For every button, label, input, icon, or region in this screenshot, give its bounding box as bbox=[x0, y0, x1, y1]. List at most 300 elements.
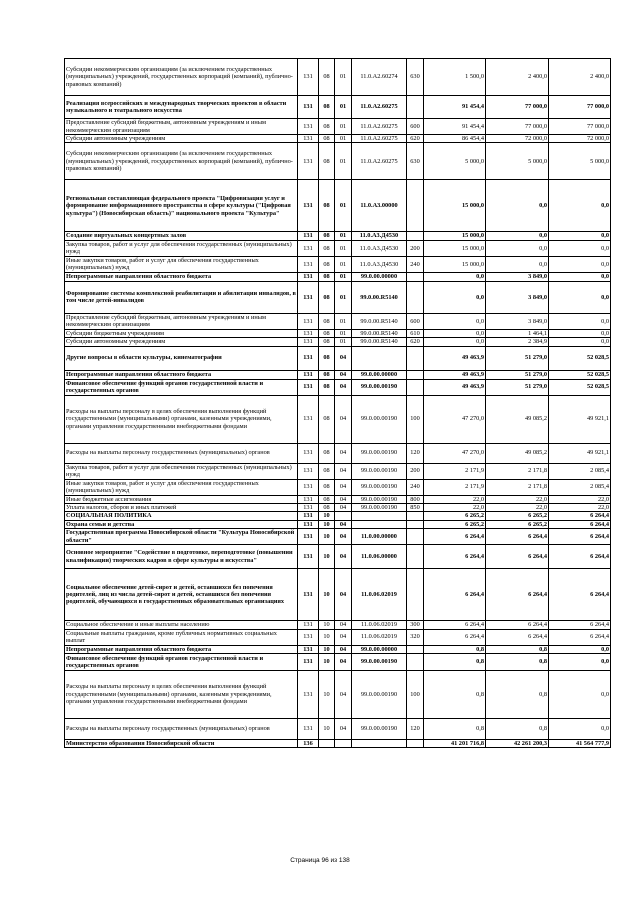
amount-year1: 0,0 bbox=[424, 272, 486, 281]
amount-year3: 77 000,0 bbox=[549, 96, 611, 119]
row-name: Закупка товаров, работ и услуг для обеспечения государственных (муниципальных) нужд bbox=[65, 463, 298, 479]
table-row bbox=[65, 512, 611, 520]
amount-year3: 22,0 bbox=[549, 495, 611, 503]
amount-year2: 0,0 bbox=[486, 240, 549, 256]
amount-year3: 22,0 bbox=[549, 504, 611, 512]
amount-year1: 0,0 bbox=[424, 313, 486, 329]
amount-year2: 6 264,4 bbox=[486, 545, 549, 569]
subsection-code: 04 bbox=[335, 545, 352, 569]
ministry-code: 131 bbox=[298, 671, 319, 719]
row-name: Предоставление субсидий бюджетным, автономным учреждениям и иным некоммерческим организациям bbox=[65, 313, 298, 329]
ministry-code: 131 bbox=[298, 338, 319, 346]
target-article-code: 99.0.00.00000 bbox=[352, 370, 407, 379]
amount-year1: 91 454,4 bbox=[424, 96, 486, 119]
subsection-code: 04 bbox=[335, 520, 352, 528]
subsection-code bbox=[335, 740, 352, 748]
subsection-code: 04 bbox=[335, 654, 352, 671]
table-row bbox=[65, 504, 611, 512]
ministry-code: 131 bbox=[298, 346, 319, 370]
ministry-code: 131 bbox=[298, 232, 319, 240]
subsection-code: 01 bbox=[335, 143, 352, 180]
ministry-code: 131 bbox=[298, 272, 319, 281]
expense-type-code: 100 bbox=[407, 671, 424, 719]
target-article-code: 11.0.A2.60274 bbox=[352, 59, 407, 96]
row-name: Субсидии бюджетным учреждениям bbox=[65, 329, 298, 337]
table-row bbox=[65, 463, 611, 479]
amount-year1: 1 500,0 bbox=[424, 59, 486, 96]
subsection-code: 01 bbox=[335, 135, 352, 143]
amount-year3: 41 564 777,9 bbox=[549, 740, 611, 748]
amount-year1: 2 171,9 bbox=[424, 479, 486, 495]
amount-year3: 72 000,0 bbox=[549, 135, 611, 143]
target-article-code: 11.0.A3.Д4530 bbox=[352, 232, 407, 240]
amount-year1: 0,8 bbox=[424, 654, 486, 671]
target-article-code: 99.0.00.00190 bbox=[352, 719, 407, 740]
target-article-code: 11.0.A2.60275 bbox=[352, 143, 407, 180]
ministry-code: 131 bbox=[298, 370, 319, 379]
amount-year1: 15 000,0 bbox=[424, 232, 486, 240]
table-row bbox=[65, 495, 611, 503]
target-article-code: 11.0.06.02019 bbox=[352, 621, 407, 629]
expense-type-code: 320 bbox=[407, 629, 424, 645]
expense-type-code bbox=[407, 545, 424, 569]
expense-type-code bbox=[407, 272, 424, 281]
amount-year2: 6 265,2 bbox=[486, 512, 549, 520]
expense-type-code: 200 bbox=[407, 240, 424, 256]
section-code: 08 bbox=[319, 256, 335, 272]
ministry-code: 131 bbox=[298, 719, 319, 740]
amount-year1: 49 463,9 bbox=[424, 379, 486, 395]
section-code: 08 bbox=[319, 180, 335, 232]
amount-year2: 6 265,2 bbox=[486, 520, 549, 528]
amount-year3: 0,0 bbox=[549, 645, 611, 653]
row-name: Предоставление субсидий бюджетным, автономным учреждениям и иным некоммерческим организациям bbox=[65, 119, 298, 135]
amount-year3: 6 264,4 bbox=[549, 520, 611, 528]
subsection-code: 01 bbox=[335, 256, 352, 272]
amount-year1: 0,0 bbox=[424, 338, 486, 346]
amount-year2: 22,0 bbox=[486, 495, 549, 503]
amount-year3: 0,0 bbox=[549, 281, 611, 313]
target-article-code: 11.0.06.02019 bbox=[352, 629, 407, 645]
amount-year3: 2 400,0 bbox=[549, 59, 611, 96]
amount-year2: 0,0 bbox=[486, 180, 549, 232]
table-row bbox=[65, 240, 611, 256]
subsection-code: 01 bbox=[335, 240, 352, 256]
subsection-code: 04 bbox=[335, 629, 352, 645]
table-row bbox=[65, 143, 611, 180]
subsection-code: 01 bbox=[335, 338, 352, 346]
amount-year2: 77 000,0 bbox=[486, 119, 549, 135]
amount-year2: 77 000,0 bbox=[486, 96, 549, 119]
page-number: Страница 96 из 138 bbox=[290, 857, 350, 864]
table-row bbox=[65, 338, 611, 346]
target-article-code bbox=[352, 740, 407, 748]
row-name: Непрограммные направления областного бюджета bbox=[65, 370, 298, 379]
subsection-code: 04 bbox=[335, 495, 352, 503]
table-row bbox=[65, 569, 611, 621]
ministry-code: 131 bbox=[298, 240, 319, 256]
table-row bbox=[65, 719, 611, 740]
expense-type-code bbox=[407, 520, 424, 528]
table-row bbox=[65, 545, 611, 569]
table-row bbox=[65, 59, 611, 96]
table-row bbox=[65, 654, 611, 671]
table-row bbox=[65, 379, 611, 395]
ministry-code: 131 bbox=[298, 545, 319, 569]
target-article-code bbox=[352, 520, 407, 528]
subsection-code: 04 bbox=[335, 504, 352, 512]
row-name: Иные бюджетные ассигнования bbox=[65, 495, 298, 503]
amount-year1: 47 270,0 bbox=[424, 395, 486, 443]
target-article-code: 11.0.A2.60275 bbox=[352, 119, 407, 135]
section-code: 08 bbox=[319, 395, 335, 443]
section-code: 08 bbox=[319, 463, 335, 479]
subsection-code: 04 bbox=[335, 621, 352, 629]
row-name: Создание виртуальных концертных залов bbox=[65, 232, 298, 240]
section-code: 08 bbox=[319, 272, 335, 281]
amount-year2: 2 171,8 bbox=[486, 463, 549, 479]
section-code: 08 bbox=[319, 338, 335, 346]
amount-year1: 6 264,4 bbox=[424, 629, 486, 645]
expense-type-code: 100 bbox=[407, 395, 424, 443]
expense-type-code: 240 bbox=[407, 479, 424, 495]
section-code: 10 bbox=[319, 621, 335, 629]
table-row bbox=[65, 529, 611, 545]
subsection-code: 04 bbox=[335, 719, 352, 740]
row-name: Финансовое обеспечение функций органов государственной власти и государственных органов bbox=[65, 379, 298, 395]
row-name: Реализация всероссийских и международных творческих проектов в области музыкального и театрального искусства bbox=[65, 96, 298, 119]
table-row bbox=[65, 621, 611, 629]
expense-type-code: 600 bbox=[407, 119, 424, 135]
row-name: Иные закупки товаров, работ и услуг для обеспечения государственных (муниципальных) нужд bbox=[65, 256, 298, 272]
ministry-code: 131 bbox=[298, 395, 319, 443]
row-name: Субсидии некоммерческим организациям (за исключением государственных (муниципальных) учреждений, государственных корпораций (компаний), публично-правовых компаний) bbox=[65, 143, 298, 180]
ministry-code: 131 bbox=[298, 96, 319, 119]
subsection-code: 04 bbox=[335, 479, 352, 495]
section-code: 10 bbox=[319, 529, 335, 545]
section-code: 08 bbox=[319, 479, 335, 495]
target-article-code: 99.0.00.00190 bbox=[352, 443, 407, 463]
amount-year3: 6 264,4 bbox=[549, 621, 611, 629]
target-article-code: 11.0.A3.Д4530 bbox=[352, 256, 407, 272]
amount-year1: 5 000,0 bbox=[424, 143, 486, 180]
section-code: 08 bbox=[319, 370, 335, 379]
ministry-code: 131 bbox=[298, 479, 319, 495]
row-name: Расходы на выплаты персоналу в целях обеспечения выполнения функций государственными (муниципальными) органами, казенными учреждениями, органами управления государственными внебюджетными фондами bbox=[65, 395, 298, 443]
section-code: 08 bbox=[319, 281, 335, 313]
expense-type-code: 610 bbox=[407, 329, 424, 337]
row-name: Иные закупки товаров, работ и услуг для обеспечения государственных (муниципальных) нужд bbox=[65, 479, 298, 495]
budget-table bbox=[64, 58, 611, 748]
section-code: 08 bbox=[319, 240, 335, 256]
amount-year1: 6 264,4 bbox=[424, 545, 486, 569]
amount-year2: 2 171,8 bbox=[486, 479, 549, 495]
row-name: Расходы на выплаты персоналу государственных (муниципальных) органов bbox=[65, 443, 298, 463]
ministry-code: 136 bbox=[298, 740, 319, 748]
ministry-code: 131 bbox=[298, 504, 319, 512]
amount-year2: 42 261 200,3 bbox=[486, 740, 549, 748]
target-article-code: 99.0.00.00190 bbox=[352, 654, 407, 671]
expense-type-code bbox=[407, 180, 424, 232]
subsection-code: 04 bbox=[335, 463, 352, 479]
section-code: 10 bbox=[319, 569, 335, 621]
row-name: Социальное обеспечение детей-сирот и детей, оставшихся без попечения родителей, лиц из числа детей-сирот и детей, оставшихся без попечения родителей, обучающихся в государственных образовательных организациях bbox=[65, 569, 298, 621]
amount-year1: 6 264,4 bbox=[424, 529, 486, 545]
section-code: 08 bbox=[319, 59, 335, 96]
amount-year3: 2 085,4 bbox=[549, 479, 611, 495]
amount-year2: 3 849,0 bbox=[486, 272, 549, 281]
section-code: 10 bbox=[319, 671, 335, 719]
section-code: 08 bbox=[319, 443, 335, 463]
amount-year1: 49 463,9 bbox=[424, 370, 486, 379]
section-code: 10 bbox=[319, 719, 335, 740]
table-row bbox=[65, 272, 611, 281]
target-article-code: 11.0.06.02019 bbox=[352, 569, 407, 621]
target-article-code: 11.0.A2.60275 bbox=[352, 135, 407, 143]
amount-year1: 49 463,9 bbox=[424, 346, 486, 370]
table-row bbox=[65, 395, 611, 443]
amount-year1: 15 000,0 bbox=[424, 256, 486, 272]
section-code: 08 bbox=[319, 379, 335, 395]
amount-year3: 0,0 bbox=[549, 671, 611, 719]
amount-year3: 0,0 bbox=[549, 338, 611, 346]
target-article-code: 11.0.00.00000 bbox=[352, 529, 407, 545]
ministry-code: 131 bbox=[298, 654, 319, 671]
amount-year2: 1 464,1 bbox=[486, 329, 549, 337]
section-code: 08 bbox=[319, 346, 335, 370]
row-name: Охрана семьи и детства bbox=[65, 520, 298, 528]
amount-year3: 0,0 bbox=[549, 313, 611, 329]
amount-year1: 22,0 bbox=[424, 495, 486, 503]
target-article-code: 11.0.A3.Д4530 bbox=[352, 240, 407, 256]
target-article-code: 99.0.00.00190 bbox=[352, 395, 407, 443]
amount-year3: 52 028,5 bbox=[549, 379, 611, 395]
section-code: 10 bbox=[319, 520, 335, 528]
amount-year2: 5 000,0 bbox=[486, 143, 549, 180]
table-row bbox=[65, 740, 611, 748]
section-code: 10 bbox=[319, 545, 335, 569]
expense-type-code: 850 bbox=[407, 504, 424, 512]
amount-year2: 22,0 bbox=[486, 504, 549, 512]
table-row bbox=[65, 119, 611, 135]
ministry-code: 131 bbox=[298, 59, 319, 96]
amount-year2: 0,8 bbox=[486, 654, 549, 671]
expense-type-code bbox=[407, 654, 424, 671]
row-name: Непрограммные направления областного бюджета bbox=[65, 272, 298, 281]
target-article-code: 99.0.00.00000 bbox=[352, 645, 407, 653]
table-row bbox=[65, 232, 611, 240]
amount-year3: 0,0 bbox=[549, 654, 611, 671]
amount-year2: 6 264,4 bbox=[486, 621, 549, 629]
table-row bbox=[65, 645, 611, 653]
expense-type-code: 630 bbox=[407, 143, 424, 180]
amount-year3: 77 000,0 bbox=[549, 119, 611, 135]
expense-type-code bbox=[407, 346, 424, 370]
row-name: СОЦИАЛЬНАЯ ПОЛИТИКА bbox=[65, 512, 298, 520]
amount-year1: 15 000,0 bbox=[424, 180, 486, 232]
amount-year2: 0,8 bbox=[486, 719, 549, 740]
amount-year1: 0,8 bbox=[424, 671, 486, 719]
amount-year1: 91 454,4 bbox=[424, 119, 486, 135]
expense-type-code: 300 bbox=[407, 621, 424, 629]
section-code: 08 bbox=[319, 96, 335, 119]
expense-type-code: 600 bbox=[407, 313, 424, 329]
amount-year1: 0,8 bbox=[424, 645, 486, 653]
amount-year1: 0,0 bbox=[424, 329, 486, 337]
target-article-code: 99.0.00.00190 bbox=[352, 671, 407, 719]
section-code: 08 bbox=[319, 119, 335, 135]
section-code: 10 bbox=[319, 629, 335, 645]
section-code bbox=[319, 740, 335, 748]
amount-year3: 2 085,4 bbox=[549, 463, 611, 479]
ministry-code: 131 bbox=[298, 529, 319, 545]
subsection-code bbox=[335, 512, 352, 520]
amount-year1: 0,0 bbox=[424, 281, 486, 313]
table-row bbox=[65, 256, 611, 272]
table-row bbox=[65, 313, 611, 329]
ministry-code: 131 bbox=[298, 135, 319, 143]
expense-type-code bbox=[407, 529, 424, 545]
amount-year1: 2 171,9 bbox=[424, 463, 486, 479]
subsection-code: 01 bbox=[335, 59, 352, 96]
amount-year1: 6 264,4 bbox=[424, 621, 486, 629]
amount-year1: 6 265,2 bbox=[424, 512, 486, 520]
row-name: Социальные выплаты гражданам, кроме публичных нормативных социальных выплат bbox=[65, 629, 298, 645]
amount-year1: 86 454,4 bbox=[424, 135, 486, 143]
amount-year3: 6 264,4 bbox=[549, 512, 611, 520]
subsection-code: 01 bbox=[335, 272, 352, 281]
subsection-code: 01 bbox=[335, 313, 352, 329]
row-name: Финансовое обеспечение функций органов государственной власти и государственных органов bbox=[65, 654, 298, 671]
row-name: Субсидии некоммерческим организациям (за исключением государственных (муниципальных) учреждений, государственных корпораций (компаний), публично-правовых компаний) bbox=[65, 59, 298, 96]
table-row bbox=[65, 479, 611, 495]
amount-year1: 6 265,2 bbox=[424, 520, 486, 528]
row-name: Государственная программа Новосибирской области "Культура Новосибирской области" bbox=[65, 529, 298, 545]
ministry-code: 131 bbox=[298, 329, 319, 337]
subsection-code: 01 bbox=[335, 180, 352, 232]
section-code: 10 bbox=[319, 512, 335, 520]
amount-year1: 47 270,0 bbox=[424, 443, 486, 463]
table-row bbox=[65, 520, 611, 528]
row-name: Расходы на выплаты персоналу государственных (муниципальных) органов bbox=[65, 719, 298, 740]
amount-year3: 6 264,4 bbox=[549, 545, 611, 569]
amount-year3: 0,0 bbox=[549, 240, 611, 256]
row-name: Другие вопросы в области культуры, кинематографии bbox=[65, 346, 298, 370]
expense-type-code bbox=[407, 512, 424, 520]
target-article-code: 99.0.00.R5140 bbox=[352, 281, 407, 313]
row-name: Субсидии автономным учреждениям bbox=[65, 135, 298, 143]
ministry-code: 131 bbox=[298, 463, 319, 479]
ministry-code: 131 bbox=[298, 495, 319, 503]
ministry-code: 131 bbox=[298, 379, 319, 395]
expense-type-code: 620 bbox=[407, 135, 424, 143]
expense-type-code: 120 bbox=[407, 443, 424, 463]
amount-year2: 0,8 bbox=[486, 671, 549, 719]
amount-year3: 49 921,1 bbox=[549, 395, 611, 443]
subsection-code: 04 bbox=[335, 395, 352, 443]
ministry-code: 131 bbox=[298, 443, 319, 463]
row-name: Уплата налогов, сборов и иных платежей bbox=[65, 504, 298, 512]
table-row bbox=[65, 135, 611, 143]
subsection-code: 01 bbox=[335, 281, 352, 313]
amount-year2: 49 085,2 bbox=[486, 443, 549, 463]
target-article-code: 99.0.00.00000 bbox=[352, 272, 407, 281]
expense-type-code bbox=[407, 645, 424, 653]
subsection-code: 04 bbox=[335, 370, 352, 379]
amount-year2: 0,0 bbox=[486, 256, 549, 272]
expense-type-code bbox=[407, 379, 424, 395]
expense-type-code bbox=[407, 232, 424, 240]
ministry-code: 131 bbox=[298, 143, 319, 180]
target-article-code: 99.0.00.R5140 bbox=[352, 338, 407, 346]
subsection-code: 04 bbox=[335, 346, 352, 370]
target-article-code: 99.0.00.00190 bbox=[352, 495, 407, 503]
amount-year1: 0,8 bbox=[424, 719, 486, 740]
target-article-code: 99.0.00.R5140 bbox=[352, 329, 407, 337]
amount-year3: 5 000,0 bbox=[549, 143, 611, 180]
target-article-code: 11.0.A3.00000 bbox=[352, 180, 407, 232]
amount-year1: 41 201 716,8 bbox=[424, 740, 486, 748]
section-code: 08 bbox=[319, 232, 335, 240]
row-name: Непрограммные направления областного бюджета bbox=[65, 645, 298, 653]
amount-year2: 51 279,0 bbox=[486, 379, 549, 395]
target-article-code bbox=[352, 346, 407, 370]
target-article-code: 99.0.00.00190 bbox=[352, 479, 407, 495]
table-row bbox=[65, 671, 611, 719]
expense-type-code bbox=[407, 740, 424, 748]
amount-year3: 6 264,4 bbox=[549, 569, 611, 621]
ministry-code: 131 bbox=[298, 569, 319, 621]
amount-year1: 15 000,0 bbox=[424, 240, 486, 256]
ministry-code: 131 bbox=[298, 256, 319, 272]
expense-type-code: 620 bbox=[407, 338, 424, 346]
subsection-code: 04 bbox=[335, 671, 352, 719]
row-name: Субсидии автономным учреждениям bbox=[65, 338, 298, 346]
row-name: Формирование системы комплексной реабилитации и абилитации инвалидов, в том числе детей-инвалидов bbox=[65, 281, 298, 313]
amount-year2: 0,0 bbox=[486, 232, 549, 240]
section-code: 08 bbox=[319, 313, 335, 329]
amount-year3: 0,0 bbox=[549, 256, 611, 272]
target-article-code: 11.0.A2.60275 bbox=[352, 96, 407, 119]
subsection-code: 04 bbox=[335, 379, 352, 395]
amount-year1: 6 264,4 bbox=[424, 569, 486, 621]
amount-year3: 0,0 bbox=[549, 232, 611, 240]
amount-year2: 2 400,0 bbox=[486, 59, 549, 96]
amount-year3: 0,0 bbox=[549, 180, 611, 232]
amount-year2: 72 000,0 bbox=[486, 135, 549, 143]
amount-year2: 51 279,0 bbox=[486, 370, 549, 379]
expense-type-code: 120 bbox=[407, 719, 424, 740]
ministry-code: 131 bbox=[298, 119, 319, 135]
ministry-code: 131 bbox=[298, 281, 319, 313]
ministry-code: 131 bbox=[298, 520, 319, 528]
amount-year2: 3 849,0 bbox=[486, 281, 549, 313]
row-name: Закупка товаров, работ и услуг для обеспечения государственных (муниципальных) нужд bbox=[65, 240, 298, 256]
expense-type-code bbox=[407, 96, 424, 119]
section-code: 10 bbox=[319, 654, 335, 671]
ministry-code: 131 bbox=[298, 313, 319, 329]
amount-year3: 52 028,5 bbox=[549, 346, 611, 370]
table-row bbox=[65, 370, 611, 379]
table-row bbox=[65, 629, 611, 645]
subsection-code: 04 bbox=[335, 529, 352, 545]
amount-year2: 0,8 bbox=[486, 645, 549, 653]
section-code: 08 bbox=[319, 143, 335, 180]
subsection-code: 04 bbox=[335, 443, 352, 463]
table-row bbox=[65, 281, 611, 313]
amount-year3: 6 264,4 bbox=[549, 529, 611, 545]
row-name: Региональная составляющая федерального проекта "Цифровизация услуг и формирование информационного пространства в сфере культуры ("Цифровая культура") (Новосибирская область)" национального проекта "Культура" bbox=[65, 180, 298, 232]
